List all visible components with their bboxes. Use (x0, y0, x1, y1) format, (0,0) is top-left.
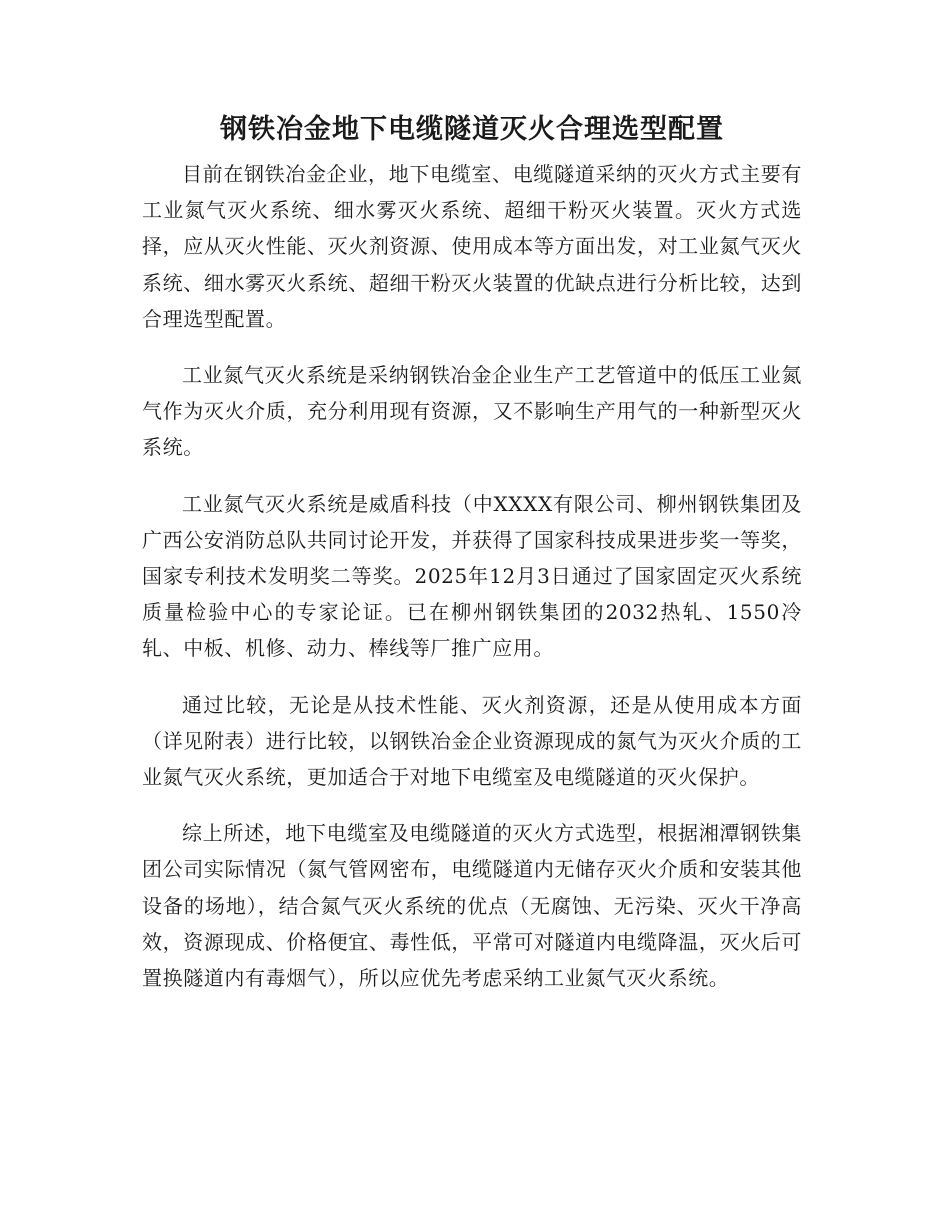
document-page (142, 108, 802, 1016)
document-title: 钢铁冶金地下电缆隧道灭火合理选型配置 (220, 114, 724, 145)
paragraph-conclusion: 综上所述，地下电缆室及电缆隧道的灭火方式选型，根据湘潭钢铁集团公司实际情况（氮气管网密布，电缆隧道内无储存灭火介质和安装其他设备的场地），结合氮气灭火系统的优点（无腐蚀、无污染、灭火干净高效，资源现成、价格便宜、毒性低，平常可对隧道内电缆降温，灭火后可置换隧道内有毒烟气），所以应优先考虑采纳工业氮气灭火系统。 (142, 821, 802, 991)
paragraph-nitrogen-system: 工业氮气灭火系统是采纳钢铁冶金企业生产工艺管道中的低压工业氮气作为灭火介质，充分利用现有资源，又不影响生产用气的一种新型灭火系统。 (142, 363, 802, 460)
paragraph-comparison: 通过比较，无论是从技术性能、灭火剂资源，还是从使用成本方面（详见附表）进行比较，以钢铁冶金企业资源现成的氮气为灭火介质的工业氮气灭火系统，更加适合于对地下电缆室及电缆隧道的灭火保护。 (142, 692, 802, 790)
paragraph-intro: 目前在钢铁冶金企业，地下电缆室、电缆隧道采纳的灭火方式主要有工业氮气灭火系统、细水雾灭火系统、超细干粉灭火装置。灭火方式选择，应从灭火性能、灭火剂资源、使用成本等方面出发，对工业氮气灭火系统、细水雾灭火系统、超细干粉灭火装置的优缺点进行分析比较，达到合理选型配置。 (142, 162, 802, 331)
paragraph-development: 工业氮气灭火系统是威盾科技（中XXXX有限公司、柳州钢铁集团及广西公安消防总队共同讨论开发，并获得了国家科技成果进步奖一等奖，国家专利技术发明奖二等奖。2025年12月3日通过了国家固定灭火系统质量检验中心的专家论证。已在柳州钢铁集团的2032热轧、1550冷轧、中板、机修、动力、棒线等厂推广应用。 (142, 491, 802, 661)
